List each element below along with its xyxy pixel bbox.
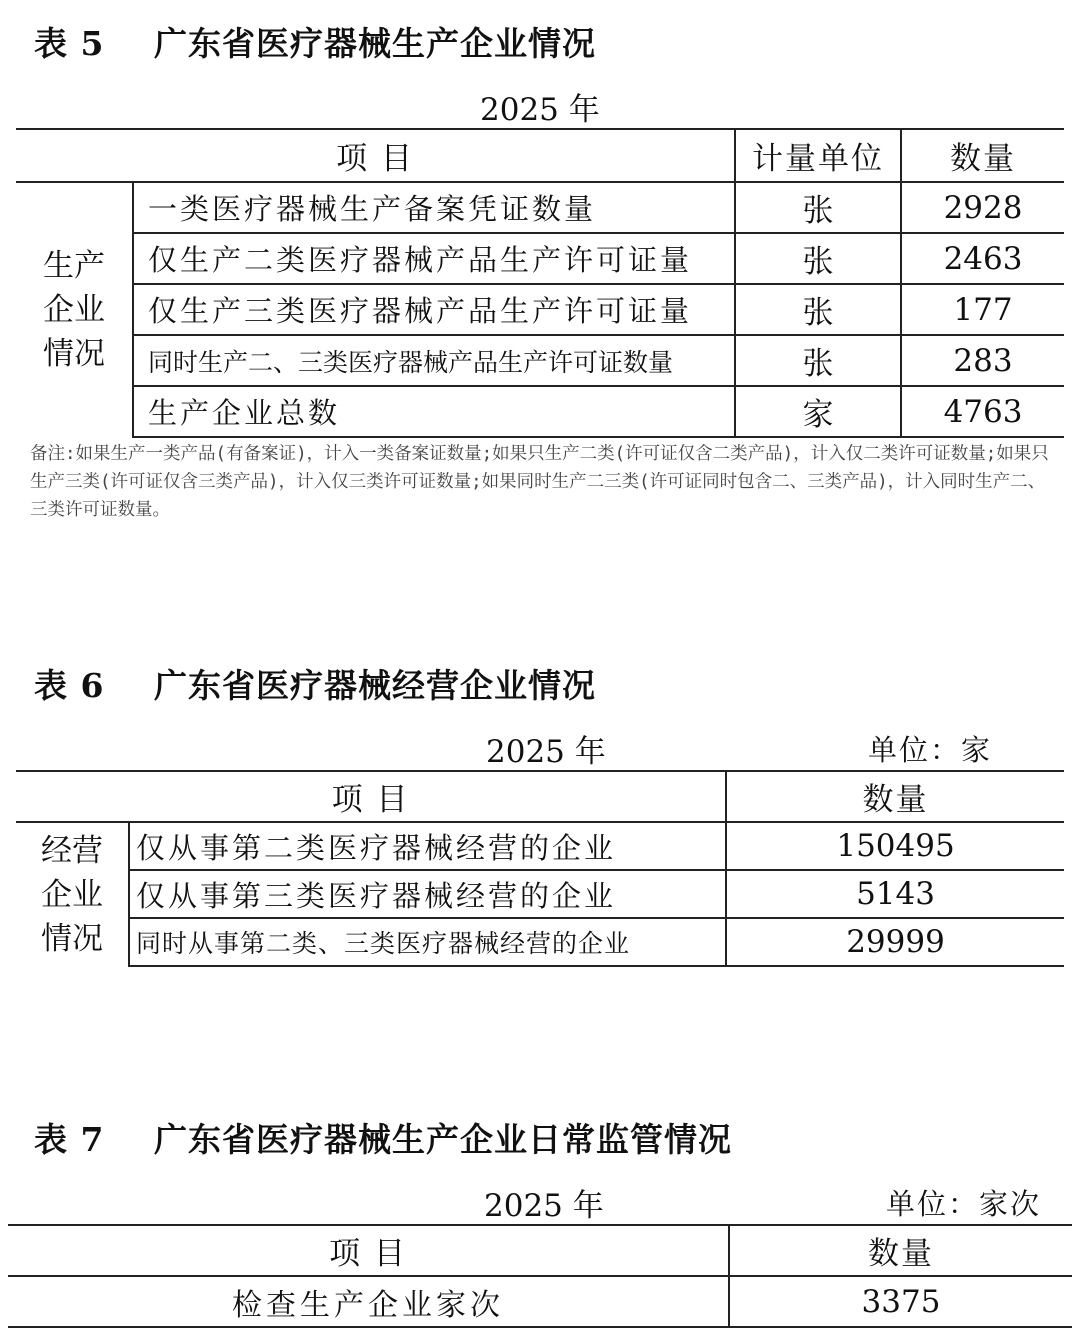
- table5-number: 表 5: [34, 24, 105, 63]
- row-label: 同时生产二、三类医疗器械产品生产许可证数量: [133, 335, 735, 386]
- row-qty: 5143: [726, 870, 1064, 918]
- table5-group-label: [16, 182, 133, 437]
- table-row: [16, 335, 1064, 386]
- table5-title: [34, 18, 596, 65]
- table5-year: 2025 年: [480, 92, 600, 128]
- row-label: 仅从事第二类医疗器械经营的企业: [129, 822, 726, 870]
- row-unit: 张: [735, 233, 901, 284]
- table7-header-qty: 数量: [729, 1225, 1072, 1276]
- row-qty: 4763: [901, 386, 1064, 437]
- table6-header-qty: 数量: [726, 771, 1064, 822]
- table6: [16, 770, 1064, 967]
- table6-header-item: 项 目: [16, 771, 726, 822]
- row-label: 检查生产企业家次: [8, 1276, 729, 1327]
- table5: [16, 128, 1064, 438]
- table7-header-row: [8, 1225, 1072, 1276]
- table7-title-text: 广东省医疗器械生产企业日常监管情况: [154, 1120, 732, 1159]
- row-label: 仅从事第三类医疗器械经营的企业: [129, 870, 726, 918]
- table5-header-unit: 计量单位: [735, 129, 901, 182]
- table-row: [16, 386, 1064, 437]
- table6-title: [34, 660, 596, 707]
- table5-title-text: 广东省医疗器械生产企业情况: [154, 24, 596, 63]
- row-label: 一类医疗器械生产备案凭证数量: [133, 182, 735, 233]
- row-qty: 2928: [901, 182, 1064, 233]
- group-label-line: 经营: [41, 832, 103, 869]
- table6-unit: 单位：家: [868, 733, 993, 767]
- table-row: [16, 233, 1064, 284]
- table6-year: 2025 年: [486, 734, 606, 770]
- table5-header-item: 项 目: [16, 129, 735, 182]
- table5-note: 备注:如果生产一类产品(有备案证)，计入一类备案证数量;如果只生产二类(许可证仅含二类产品)，计入仅二类许可证数量;如果只生产三类(许可证仅含三类产品)，计入仅三类许可证数量;如果同时生产二三类(许可证同时包含二、三类产品)，计入同时生产二、三类许可证数量。: [30, 444, 1049, 520]
- table7-number: 表 7: [34, 1120, 105, 1159]
- table-row: [8, 1276, 1072, 1327]
- table-row: [16, 822, 1064, 870]
- table-row: [16, 182, 1064, 233]
- table7-title: [34, 1114, 732, 1161]
- row-qty: 2463: [901, 233, 1064, 284]
- row-qty: 177: [901, 284, 1064, 335]
- row-qty: 29999: [726, 918, 1064, 966]
- row-unit: 张: [735, 335, 901, 386]
- table6-number: 表 6: [34, 666, 105, 705]
- row-unit: 家: [735, 386, 901, 437]
- table5-header-row: [16, 129, 1064, 182]
- row-label: 生产企业总数: [133, 386, 735, 437]
- row-qty: 283: [901, 335, 1064, 386]
- table5-header-qty: 数量: [901, 129, 1064, 182]
- group-label-line: 情况: [41, 920, 103, 957]
- table7-year: 2025 年: [484, 1188, 604, 1224]
- row-qty: 150495: [726, 822, 1064, 870]
- row-label: 同时从事第二类、三类医疗器械经营的企业: [129, 918, 726, 966]
- table7-header-item: 项 目: [8, 1225, 729, 1276]
- table-row: [16, 870, 1064, 918]
- table7: [8, 1224, 1072, 1328]
- row-qty: 3375: [729, 1276, 1072, 1327]
- table6-group-label: [16, 822, 129, 966]
- group-label-line: 企业: [43, 292, 105, 328]
- row-label: 仅生产三类医疗器械产品生产许可证量: [133, 284, 735, 335]
- group-label-line: 情况: [43, 336, 105, 372]
- table-row: [16, 918, 1064, 966]
- group-label-line: 生产: [43, 248, 105, 284]
- table6-header-row: [16, 771, 1064, 822]
- table7-unit: 单位：家次: [886, 1187, 1042, 1221]
- group-label-line: 企业: [41, 876, 103, 913]
- row-label: 仅生产二类医疗器械产品生产许可证量: [133, 233, 735, 284]
- table6-title-text: 广东省医疗器械经营企业情况: [154, 666, 596, 705]
- row-unit: 张: [735, 284, 901, 335]
- table-row: [16, 284, 1064, 335]
- row-unit: 张: [735, 182, 901, 233]
